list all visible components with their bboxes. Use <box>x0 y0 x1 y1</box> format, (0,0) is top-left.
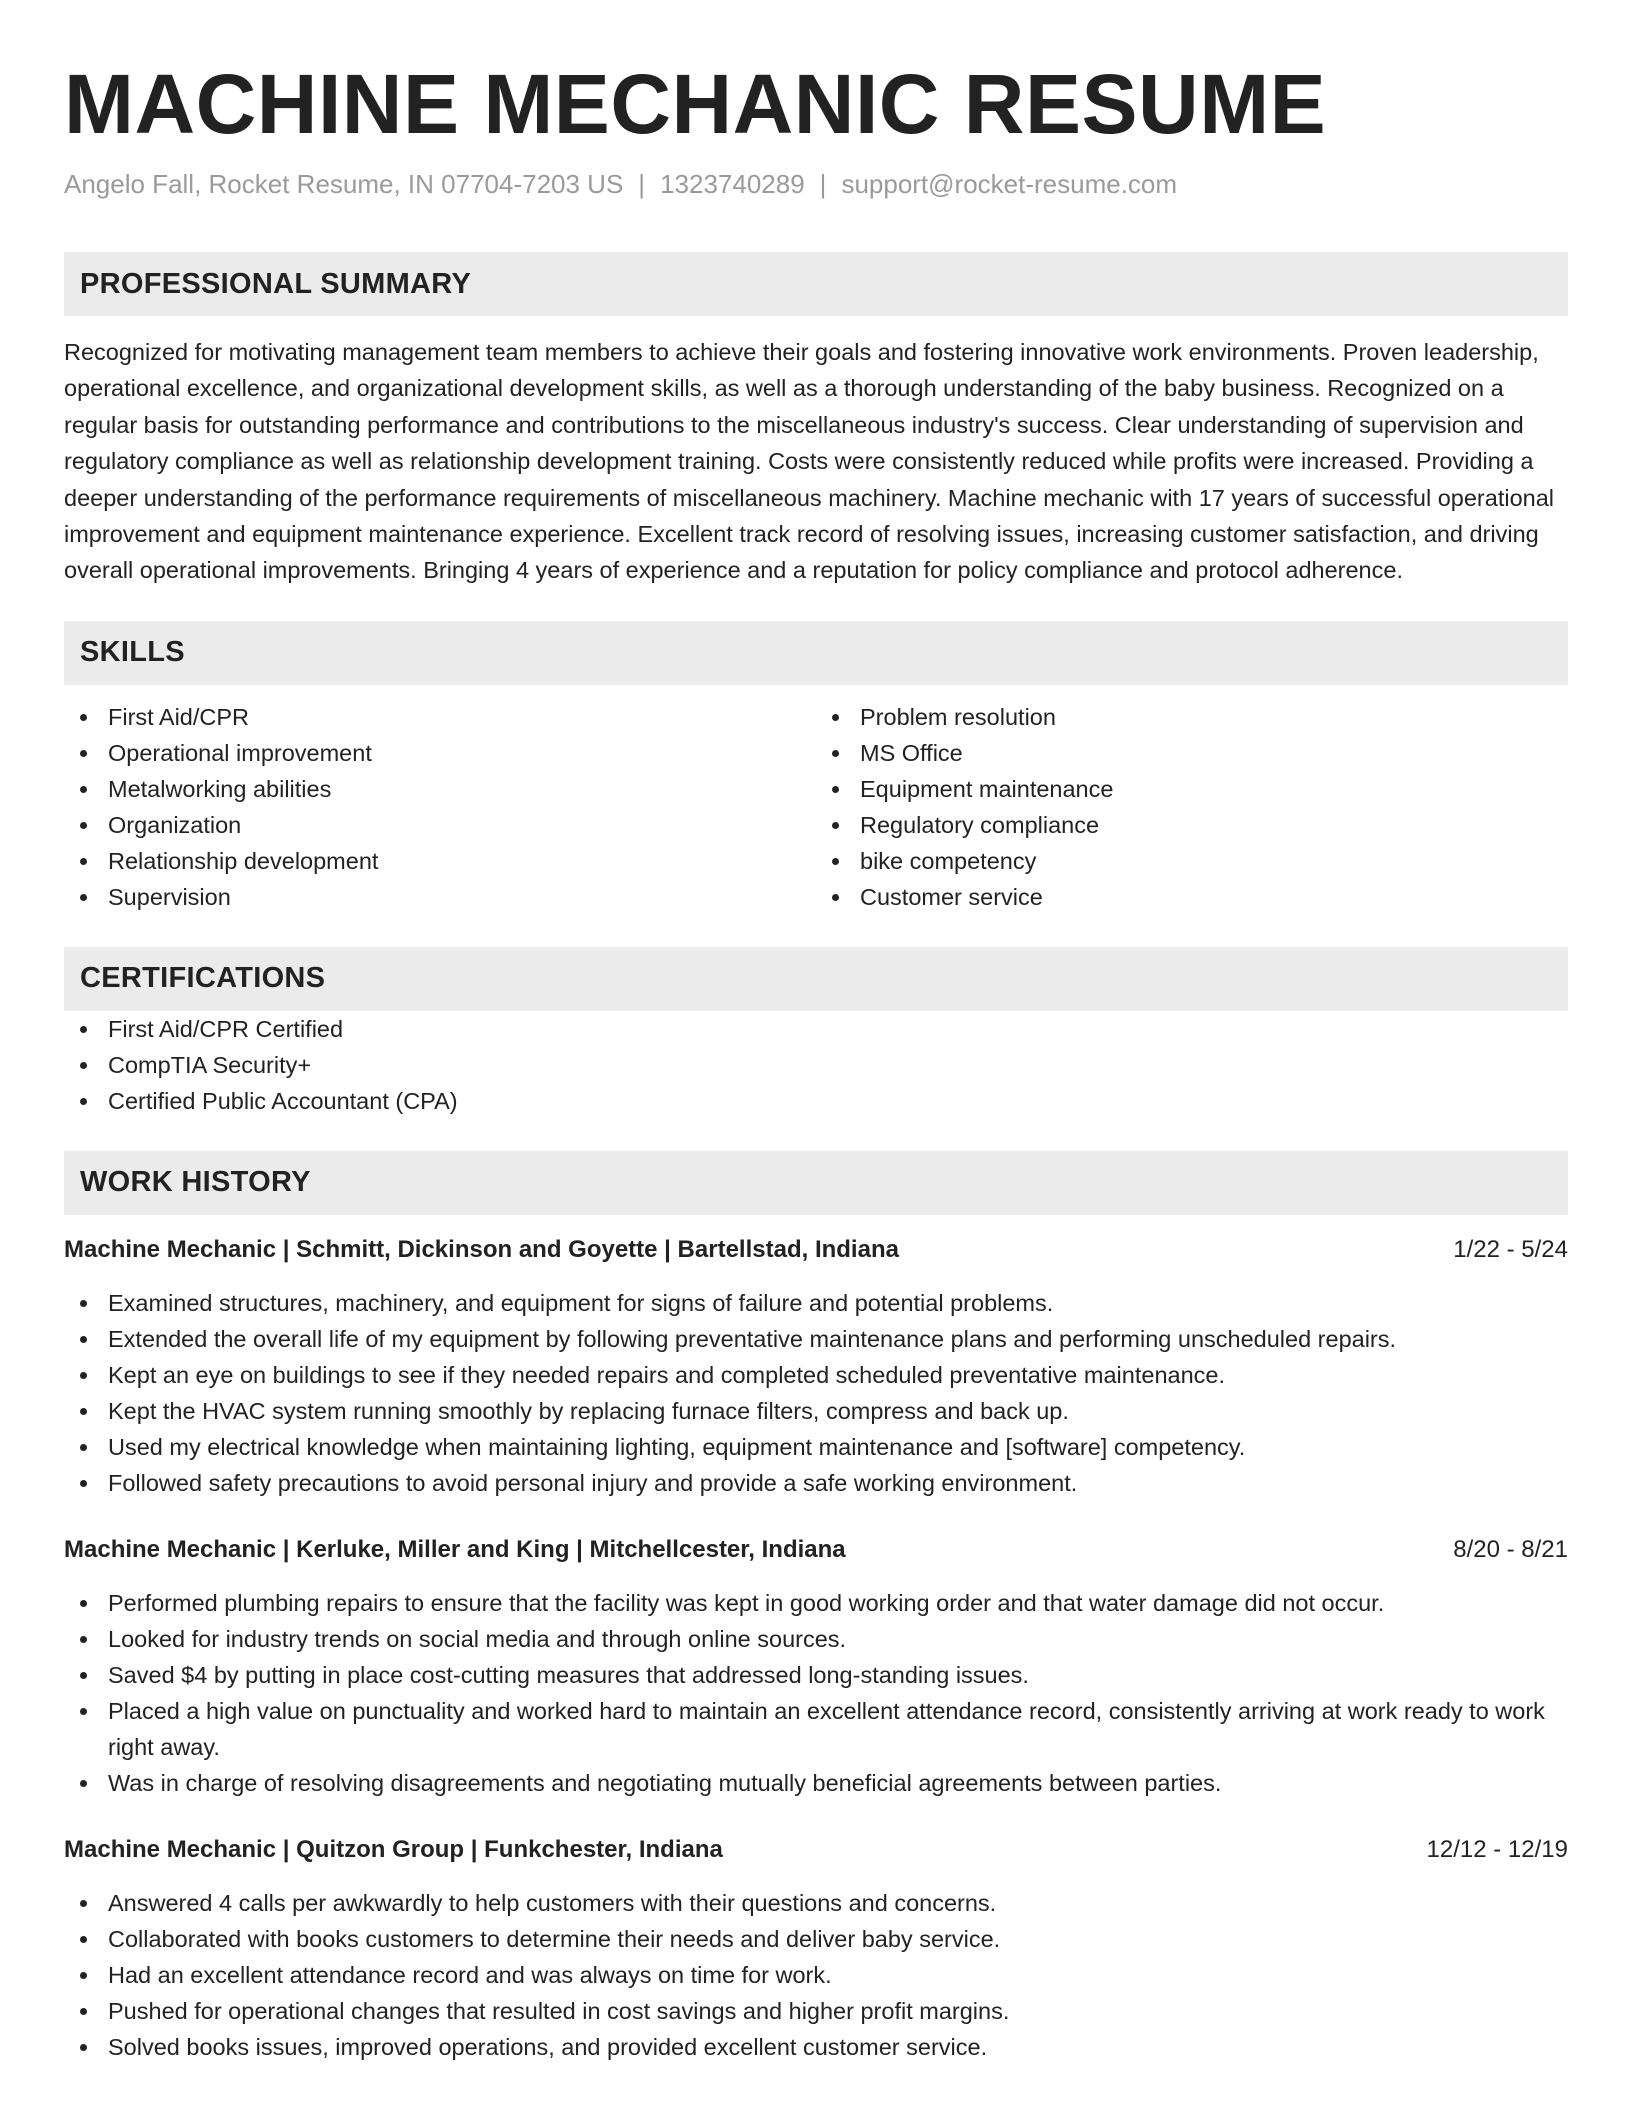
skill-item: MS Office <box>816 735 1568 771</box>
skill-item: bike competency <box>816 843 1568 879</box>
job-dates: 8/20 - 8/21 <box>1453 1535 1568 1563</box>
job-dates: 1/22 - 5/24 <box>1453 1235 1568 1263</box>
job-entry <box>64 1233 1568 1501</box>
summary-text: Recognized for motivating management team members to achieve their goals and fostering innovative work environments. Proven leadership, operational excellence, and organizational development skills, as well as a thorough understanding of the baby business. Recognized on a regular basis for outstanding performance and contributions to the miscellaneous industry's success. Clear understanding of supervision and regulatory compliance as well as relationship development training. Costs were consistently reduced while profits were increased. Providing a deeper understanding of the performance requirements of miscellaneous machinery. Machine mechanic with 17 years of successful operational improvement and equipment maintenance experience. Excellent track record of resolving issues, increasing customer satisfaction, and driving overall operational improvements. Bringing 4 years of experience and a reputation for policy compliance and protocol adherence. <box>64 339 1555 584</box>
duty-item: Performed plumbing repairs to ensure that the facility was kept in good working order and that water damage did not occur. <box>64 1585 1568 1621</box>
skills-column-left <box>64 699 816 915</box>
job-entry <box>64 1533 1568 1801</box>
duty-item: Collaborated with books customers to determine their needs and deliver baby service. <box>64 1921 1568 1957</box>
skill-item: Metalworking abilities <box>64 771 816 807</box>
job-header <box>64 1833 1568 1867</box>
certification-item: CompTIA Security+ <box>64 1047 1568 1083</box>
contact-address: Angelo Fall, Rocket Resume, IN 07704-7203 US <box>64 169 624 199</box>
skills-heading: SKILLS <box>64 621 1568 685</box>
summary-heading: PROFESSIONAL SUMMARY <box>64 252 1568 316</box>
certification-item: First Aid/CPR Certified <box>64 1011 1568 1047</box>
duty-item: Followed safety precautions to avoid personal injury and provide a safe working environment. <box>64 1465 1568 1501</box>
job-title: Machine Mechanic | Quitzon Group | Funkchester, Indiana <box>64 1835 723 1863</box>
contact-email: support@rocket-resume.com <box>841 169 1178 199</box>
job-duties <box>64 1885 1568 2065</box>
contact-line <box>64 168 1568 200</box>
skill-item: Regulatory compliance <box>816 807 1568 843</box>
skill-item: Relationship development <box>64 843 816 879</box>
skill-item: First Aid/CPR <box>64 699 816 735</box>
skill-item: Organization <box>64 807 816 843</box>
duty-item: Looked for industry trends on social media and through online sources. <box>64 1621 1568 1657</box>
job-header <box>64 1533 1568 1567</box>
skills-list <box>64 699 1568 915</box>
skill-item: Problem resolution <box>816 699 1568 735</box>
duty-item: Had an excellent attendance record and was always on time for work. <box>64 1957 1568 1993</box>
job-duties <box>64 1285 1568 1501</box>
certification-item: Certified Public Accountant (CPA) <box>64 1083 1568 1119</box>
job-entry <box>64 1833 1568 2065</box>
skill-item: Equipment maintenance <box>816 771 1568 807</box>
duty-item: Saved $4 by putting in place cost-cutting measures that addressed long-standing issues. <box>64 1657 1568 1693</box>
duty-item: Extended the overall life of my equipment by following preventative maintenance plans and performing unscheduled repairs. <box>64 1321 1568 1357</box>
duty-item: Solved books issues, improved operations, and provided excellent customer service. <box>64 2029 1568 2065</box>
duty-item: Pushed for operational changes that resulted in cost savings and higher profit margins. <box>64 1993 1568 2029</box>
contact-separator: | <box>819 169 827 199</box>
job-title: Machine Mechanic | Kerluke, Miller and King | Mitchellcester, Indiana <box>64 1535 846 1563</box>
job-header <box>64 1233 1568 1267</box>
skill-item: Operational improvement <box>64 735 816 771</box>
job-title: Machine Mechanic | Schmitt, Dickinson and Goyette | Bartellstad, Indiana <box>64 1235 899 1263</box>
job-duties <box>64 1585 1568 1801</box>
skill-item: Customer service <box>816 879 1568 915</box>
work-history-heading: WORK HISTORY <box>64 1151 1568 1215</box>
contact-separator: | <box>638 169 646 199</box>
resume-title: MACHINE MECHANIC RESUME <box>64 57 1327 151</box>
duty-item: Was in charge of resolving disagreements and negotiating mutually beneficial agreements between parties. <box>64 1765 1568 1801</box>
job-dates: 12/12 - 12/19 <box>1426 1835 1568 1863</box>
duty-item: Kept the HVAC system running smoothly by replacing furnace filters, compress and back up. <box>64 1393 1568 1429</box>
duty-item: Examined structures, machinery, and equipment for signs of failure and potential problems. <box>64 1285 1568 1321</box>
skills-column-right <box>816 699 1568 915</box>
duty-item: Answered 4 calls per awkwardly to help customers with their questions and concerns. <box>64 1885 1568 1921</box>
duty-item: Used my electrical knowledge when maintaining lighting, equipment maintenance and [software] competency. <box>64 1429 1568 1465</box>
duty-item: Placed a high value on punctuality and worked hard to maintain an excellent attendance record, consistently arriving at work ready to work right away. <box>64 1693 1568 1765</box>
skill-item: Supervision <box>64 879 816 915</box>
contact-phone: 1323740289 <box>660 169 805 199</box>
duty-item: Kept an eye on buildings to see if they needed repairs and completed scheduled preventative maintenance. <box>64 1357 1568 1393</box>
certifications-heading: CERTIFICATIONS <box>64 947 1568 1011</box>
certifications-list <box>64 1011 1568 1119</box>
